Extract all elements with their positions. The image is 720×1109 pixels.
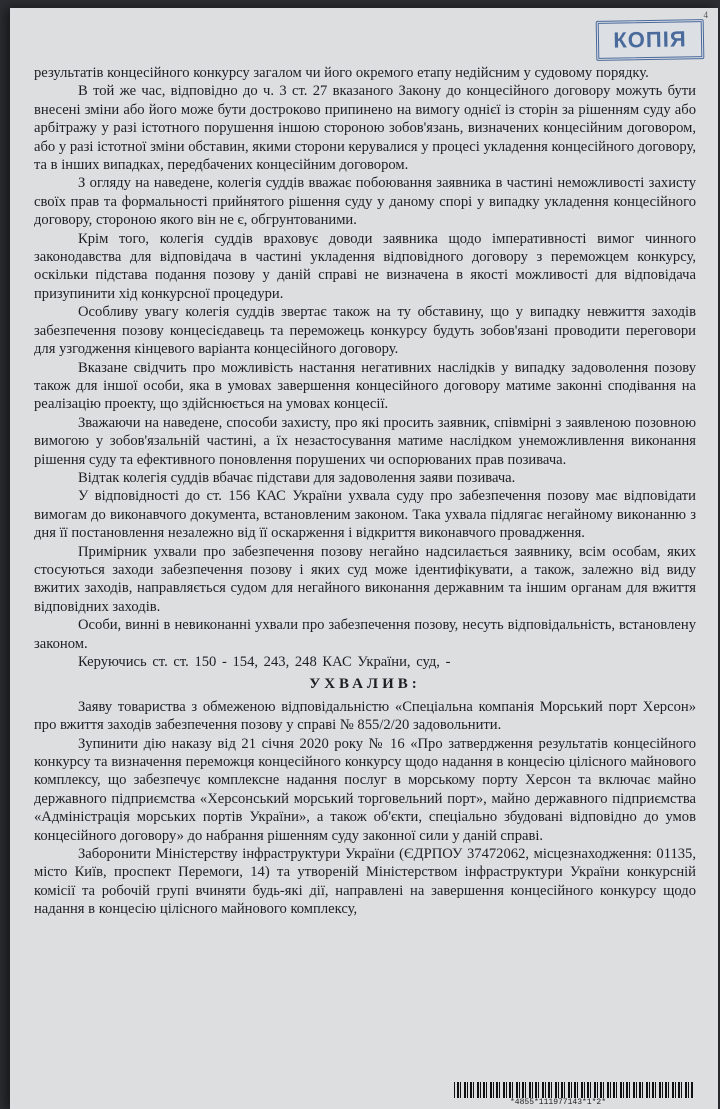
paragraph-5: Особливу увагу колегія суддів звертає також на ту обставину, що у випадку невжиття заходів забезпечення позову концесієдавець та переможець конкурсу будуть зобов'язані проводити переговори для узгодження кінцевого варіанта концесійного договору. — [34, 304, 696, 358]
paragraph-1: результатів концесійного конкурсу загалом чи його окремого етапу недійсним у судовому порядку. — [34, 65, 649, 81]
paragraph-8: Відтак колегія суддів вбачає підстави для задоволення заяви позивача. — [78, 469, 516, 486]
copy-stamp: КОПІЯ — [596, 19, 705, 61]
document-body — [34, 64, 696, 919]
decision-heading: УХВАЛИВ: — [309, 676, 421, 693]
paragraph-13: Заяву товариства з обмеженою відповідальністю «Спеціальна компанія Морський порт Херсон» про вжиття заходів забезпечення позову у справі № 855/2/20 задовольнити. — [34, 698, 696, 734]
barcode — [454, 1082, 694, 1098]
paragraph-12: Керуючись ст. ст. 150 - 154, 243, 248 КАС України, суд, - — [78, 654, 451, 670]
paragraph-15: Заборонити Міністерству інфраструктури України (ЄДРПОУ 37472062, місцезнаходження: 01135, місто Київ, проспект Перемоги, 14) та утвореній Міністерством інфраструктури України конкурсній комісії та робочій групі вчиняти будь-які дії, направлені на завершення концесійного конкурсу щодо надання в концесію цілісного майнового комплексу, — [34, 846, 696, 918]
paragraph-7: Зважаючи на наведене, способи захисту, про які просить заявник, співмірні з заявленою позовною вимогою у зобов'язальній частині, а їх незастосування матиме наслідком унеможливлення виконання рішення суду та ефективного поновлення порушених чи оспорюваних прав позивача. — [34, 414, 696, 468]
paragraph-2: В той же час, відповідно до ч. 3 ст. 27 вказаного Закону до концесійного договору можуть бути внесені зміни або його може бути достроково припинено на вимогу однієї із сторін за рішенням суду або арбітражу у разі істотного порушення іншою стороною зобов'язань, визначених концесійним договором, або у разі істотної зміни обставин, якими сторони керувалися у процесі укладення концесійного договору, та в інших випадках, передбачених концесійним договором. — [34, 83, 696, 174]
document-page — [10, 8, 718, 1109]
paragraph-3: З огляду на наведене, колегія суддів вважає побоювання заявника в частині неможливості захисту своїх прав та формальності прийнятого рішення суду у даному спорі у випадку укладення концесійного договору, стороною якого він не є, обгрунтованими. — [34, 175, 696, 229]
paragraph-6: Вказане свідчить про можливість настання негативних наслідків у випадку задоволення позову також для іншої особи, яка в умовах завершення концесійного договору матиме законні сподівання на реалізацію проекту, що здійснюється на умовах концесії. — [34, 359, 696, 413]
paragraph-10: Примірник ухвали про забезпечення позову негайно надсилається заявнику, всім особам, яких стосуються заходи забезпечення позову і яких суд може ідентифікувати, а також, залежно від виду вжитих заходів, направляється судом для негайного виконання державним та іншим органам для вжиття відповідних заходів. — [34, 543, 696, 615]
paragraph-9: У відповідності до ст. 156 КАС України ухвала суду про забезпечення позову має відповідати вимогам до виконавчого документа, встановленим законом. Така ухвала підлягає негайному виконанню з дня її постановлення незалежно від її оскарження і відкриття виконавчого провадження. — [34, 488, 696, 542]
paragraph-4: Крім того, колегія суддів враховує доводи заявника щодо імперативності вимог чинного законодавства для відповідача в частині укладення відповідного договору з переможцем конкурсу, оскільки підстава подання позову у даній справі не визначена в якості можливості для відповідача призупинити хід конкурсної процедури. — [34, 230, 696, 302]
paragraph-11: Особи, винні в невиконанні ухвали про забезпечення позову, несуть відповідальність, встановлену законом. — [34, 617, 696, 652]
page-number: 4 — [703, 10, 708, 20]
paragraph-14: Зупинити дію наказу від 21 січня 2020 року № 16 «Про затвердження результатів концесійного конкурсу та визначення переможця концесійного конкурсу щодо надання в концесію цілісного майнового комплексу, що забезпечує комплексне надання послуг в морському порту Херсон та включає майно державного підприємства «Херсонський морський торговельний порт», майно державного підприємства «Адміністрація морських портів України», а також об'єкти, спеціально збудовані відповідно до умов концесійного договору» до набрання рішенням суду законної сили у даній справі. — [34, 735, 696, 844]
barcode-text: *4855*111977143*1*2* — [510, 1098, 607, 1107]
